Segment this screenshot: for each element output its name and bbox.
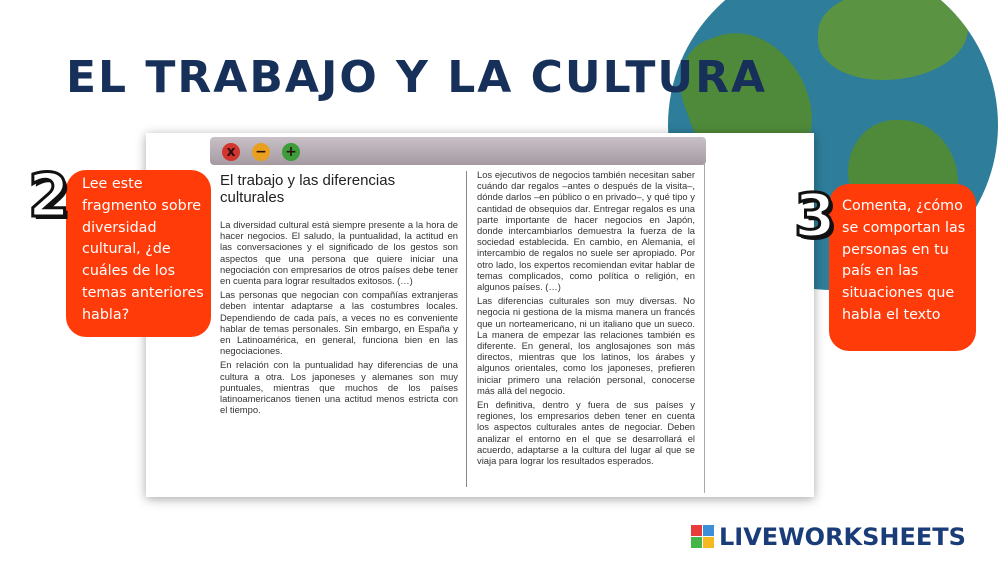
liveworksheets-logo-icon xyxy=(691,525,715,549)
task-2-bubble xyxy=(66,170,211,337)
article-left-column xyxy=(220,172,458,418)
column-divider xyxy=(466,171,467,487)
close-icon[interactable]: x xyxy=(222,143,240,161)
article-paragraph: En relación con la puntualidad hay diferencias de una cultura a otra. Los japoneses y alemanes son muy puntuales, mientras que muchos de los países latinoamericanos tienen una actitud menos estricta con el tiempo. xyxy=(220,359,458,416)
task-2-text: Lee este fragmento sobre diversidad cultural, ¿de cuáles de los temas anteriores habla? xyxy=(82,176,204,323)
maximize-icon[interactable]: + xyxy=(282,143,300,161)
article-paragraph: Las personas que negocian con compañías extranjeras deben intentar adaptarse a las costumbres locales. Dependiendo de cada país, a veces no es conveniente hablar de temas personales. Sin embargo, en España y en Latinoamérica, en general, funciona bien en las negociaciones. xyxy=(220,289,458,357)
minimize-icon[interactable]: − xyxy=(252,143,270,161)
article-right-column xyxy=(477,169,695,469)
task-2-number: 2 xyxy=(28,161,70,231)
article-paragraph: Los ejecutivos de negocios también necesitan saber cuándo dar regalos –antes o después de la visita–, dónde darlos –en público o en privado–, y qué tipo y cantidad de obsequios dar. Entregar regalos es una parte importante de hacer negocios en Japón, donde intercambiarlos demuestra la fuerza de la sociedad establecida. En cambio, en Alemania, el intercambio de regalos no suele ser apropiado. Por otro lado, los expertos recomiendan evitar hablar de temas complicados, como política o religión, en algunos países. (…) xyxy=(477,169,695,293)
page-title: EL TRABAJO Y LA CULTURA xyxy=(66,52,768,103)
task-3-text: Comenta, ¿cómo se comportan las personas en tu país en las situaciones que habla el texto xyxy=(842,198,966,323)
task-3-number: 3 xyxy=(794,181,836,251)
article-title: El trabajo y las diferencias culturales xyxy=(220,172,396,206)
logo-text: LIVEWORKSHEETS xyxy=(719,523,966,551)
liveworksheets-logo[interactable] xyxy=(691,521,991,553)
article-window xyxy=(146,133,814,497)
article-paragraph: La diversidad cultural está siempre presente a la hora de hacer negocios. El saludo, la puntualidad, la actitud en las conversaciones y el significado de los gestos son aspectos que una persona que quiere iniciar una negociación con empresarios de otros países debe tener en cuenta para lograr resultados exitosos. (…) xyxy=(220,219,458,287)
article-paragraph: Las diferencias culturales son muy diversas. No negocia ni gestiona de la misma manera un francés que un norteamericano, ni un italiano que un sueco. La manera de empezar las relaciones también es diferente. En general, los anglosajones son más directos, mientras que los latinos, los árabes y algunos orientales, como los japoneses, prefieren iniciar primero una relación personal, conocerse más allá del negocio. xyxy=(477,295,695,396)
article-paragraph: En definitiva, dentro y fuera de sus países y regiones, los empresarios deben tener en cuenta los aspectos culturales antes de negociar. Deben analizar el entorno en el que se desarrollará el acuerdo, adaptarse a la cultura del lugar al que se viaja para lograr los resultados esperados. xyxy=(477,399,695,467)
task-3-bubble xyxy=(829,184,976,351)
page-edge-rule xyxy=(704,163,705,493)
window-titlebar xyxy=(210,137,706,165)
